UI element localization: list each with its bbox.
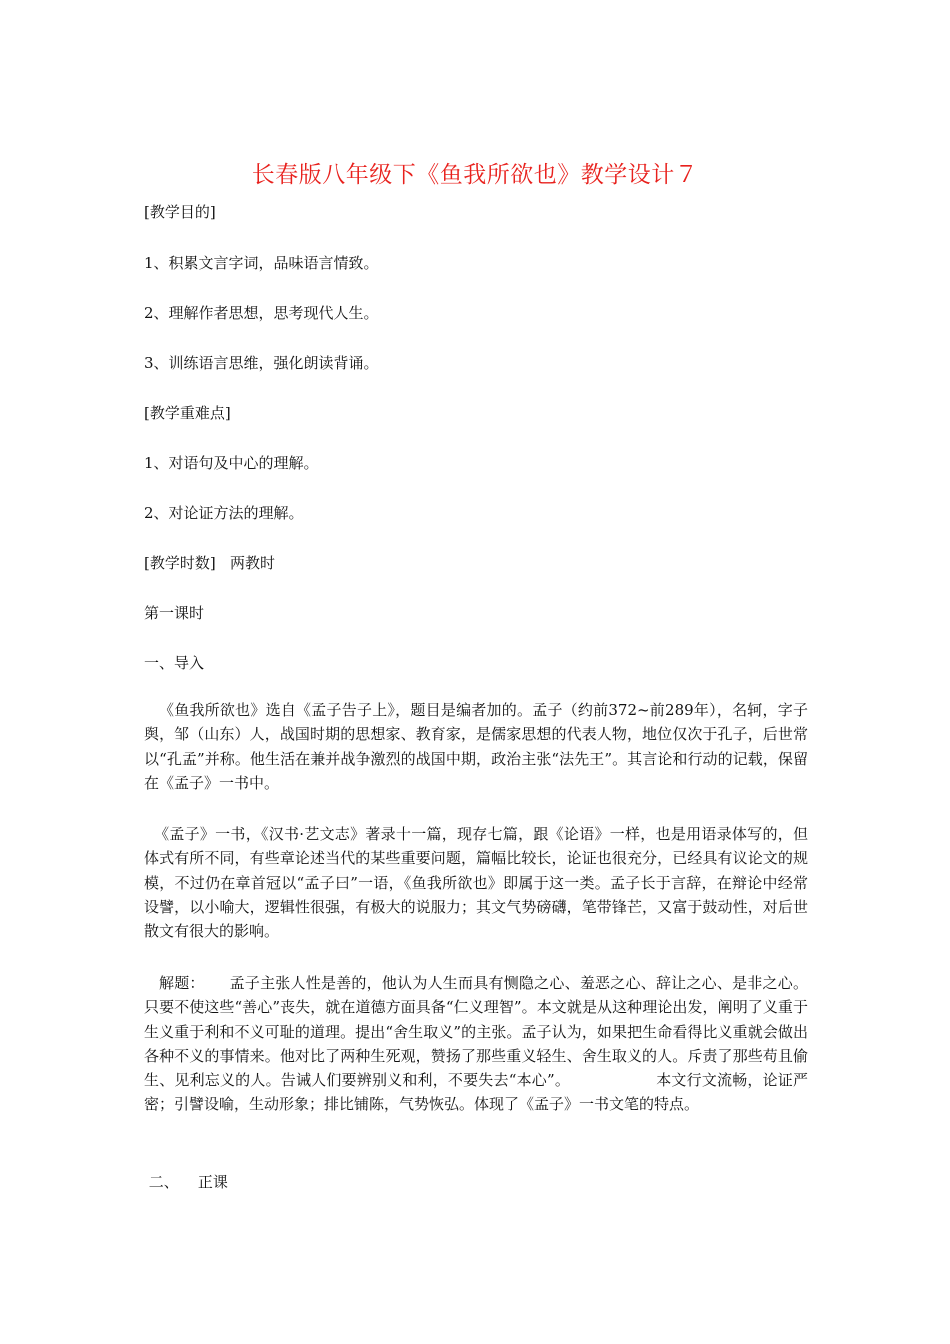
objective-item: 3、训练语言思维，强化朗读背诵。 <box>144 354 379 372</box>
objective-item: 2、理解作者思想，思考现代人生。 <box>144 304 379 322</box>
intro-paragraph: 《鱼我所欲也》选自《孟子告子上》，题目是编者加的。孟子（约前372~前289年），名轲，字子舆，邹（山东）人，战国时期的思想家、教育家，是儒家思想的代表人物，地位仅次于孔子，后世常以“孔孟”并称。他生活在兼并战争激烈的战国中期，政治主张“法先王”。其言论和行动的记载，保留在《孟子》一书中。 <box>144 701 808 792</box>
lesson-heading: 第一课时 <box>144 604 205 622</box>
document-title: 长春版八年级下《鱼我所欲也》教学设计７ <box>251 162 699 188</box>
periods-line: [教学时数] 两教时 <box>144 554 276 572</box>
difficulty-item: 2、对论证方法的理解。 <box>144 504 304 522</box>
section-heading: 二、 正课 <box>144 1173 228 1191</box>
difficulty-item: 1、对语句及中心的理解。 <box>144 454 319 472</box>
section-heading: 一、导入 <box>144 654 205 672</box>
difficulties-heading: [教学重难点] <box>144 404 231 422</box>
explanation-text: 解题： 孟子主张人性是善的，他认为人生而具有恻隐之心、羞恶之心、辞让之心、是非之心。只要不使这些“善心”丧失，就在道德方面具备“仁义理智”。本文就是从这种理论出发，阐明了义重于生义重于利和不义可耻的道理。提出“舍生取义”的主张。孟子认为，如果把生命看得比义重就会做出各种不义的事情来。他对比了两种生死观，赞扬了那些重义轻生、舍生取义的人。斥责了那些苟且偷生、见利忘义的人。告诫人们要辨别义和利，不要失去“本心”。 <box>144 974 808 1090</box>
objectives-heading: [教学目的] <box>144 203 216 221</box>
book-paragraph: 《孟子》一书，《汉书·艺文志》著录十一篇，现存七篇，跟《论语》一样，也是用语录体写的，但体式有所不同，有些章论述当代的某些重要问题，篇幅比较长，论证也很充分，已经具有议论文的规模，不过仍在章首冠以“孟子曰”一语，《鱼我所欲也》即属于这一类。孟子长于言辞，在辩论中经常设譬，以小喻大，逻辑性很强，有极大的说服力；其文气势磅礴，笔带锋芒，又富于鼓动性，对后世散文有很大的影响。 <box>144 825 808 941</box>
explanation-paragraph <box>144 971 808 1117</box>
explanation-text-continued: 本文行文流畅，论证严密；引譬设喻，生动形象；排比铺陈，气势恢弘。体现了《孟子》一书文笔的特点。 <box>144 1071 808 1114</box>
objective-item: 1、积累文言字词，品味语言情致。 <box>144 254 379 272</box>
